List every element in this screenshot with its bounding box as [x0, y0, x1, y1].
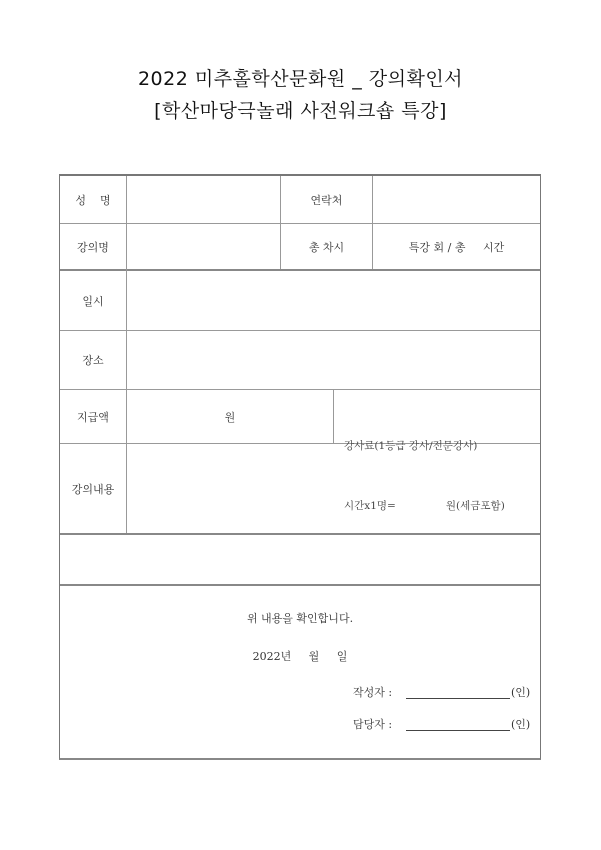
fee-note-line2: 시간x1명= 원(세금포함) [344, 500, 505, 512]
manager-seal: (인) [511, 718, 531, 731]
name-field[interactable] [127, 176, 280, 223]
confirmation-date[interactable]: 2022년 월 일 [252, 650, 348, 663]
name-label: 성 명 [75, 193, 111, 207]
manager-label: 담당자 : [353, 718, 393, 731]
document-title: 2022 미추홀학산문화원 _ 강의확인서 [137, 68, 464, 90]
contact-field[interactable] [373, 176, 540, 223]
lecture-name-label: 강의명 [77, 240, 109, 254]
content-label: 강의내용 [71, 482, 115, 496]
date-label: 일시 [82, 294, 104, 308]
column-divider [333, 389, 334, 443]
document-subtitle: [학산마당극놀래 사전워크숍 특강] [154, 100, 447, 122]
content-field[interactable] [127, 444, 540, 533]
place-label: 장소 [82, 354, 104, 367]
lecture-name-field[interactable] [127, 224, 280, 269]
author-signature-line[interactable] [406, 698, 510, 699]
payment-amount-field[interactable]: 원 [224, 410, 236, 424]
row-divider [60, 584, 540, 586]
fee-note-line1: 강사료(1등급 강사/전문강사) [344, 440, 478, 452]
confirmation-statement: 위 내용을 확인합니다. [246, 612, 354, 625]
form-frame [59, 174, 541, 760]
blank-row[interactable] [60, 535, 540, 584]
contact-label: 연락처 [310, 193, 343, 207]
author-label: 작성자 : [353, 686, 393, 699]
date-field[interactable] [127, 271, 540, 330]
special-sessions-field[interactable]: 특강 회 / 총 시간 [408, 240, 505, 254]
payment-label: 지급액 [77, 410, 109, 424]
author-seal: (인) [511, 686, 531, 699]
manager-signature-line[interactable] [406, 730, 510, 731]
total-sessions-label: 총 차시 [308, 240, 345, 254]
place-field[interactable] [127, 331, 540, 389]
